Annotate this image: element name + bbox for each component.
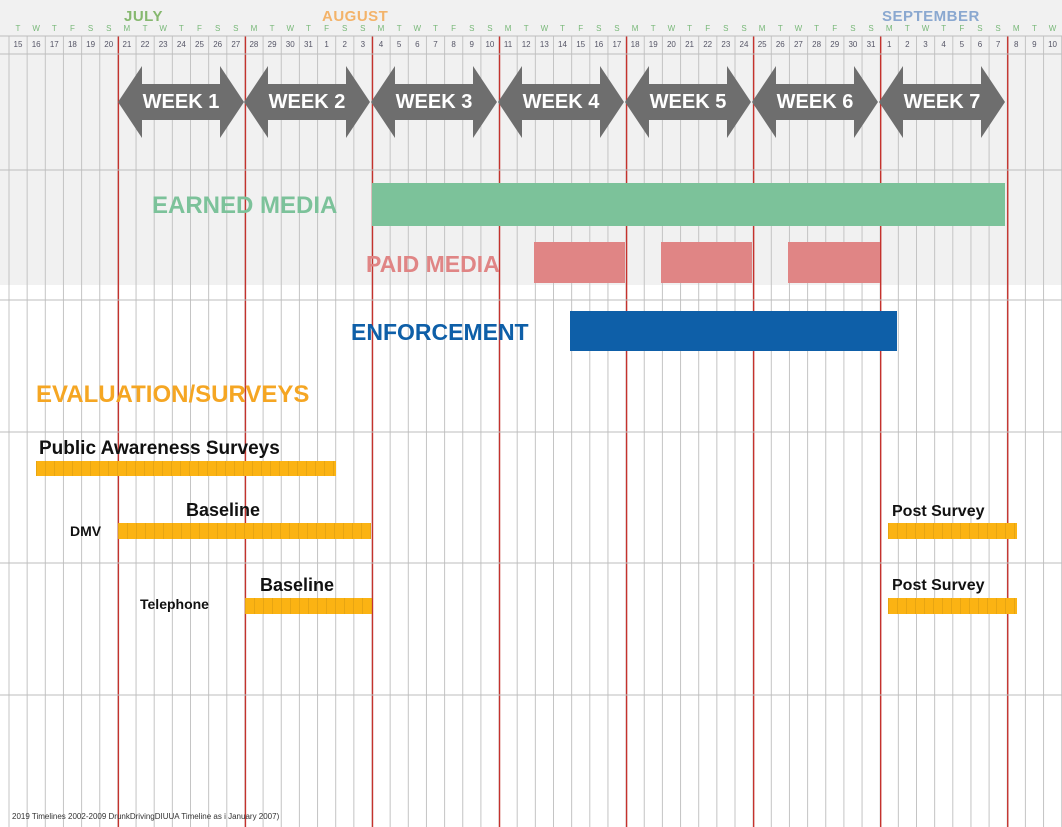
weekday-letter: S [596, 24, 602, 33]
day-number: 24 [176, 40, 186, 49]
day-number: 25 [195, 40, 204, 49]
day-number: 19 [86, 40, 96, 49]
week-label: WEEK 7 [903, 91, 981, 113]
dmv-label: DMV [70, 523, 102, 539]
month-september: SEPTEMBER [882, 8, 980, 25]
day-number: 24 [739, 40, 749, 49]
day-number: 26 [213, 40, 223, 49]
day-number: 22 [140, 40, 150, 49]
day-number: 12 [521, 40, 531, 49]
paid-media-bar-2 [661, 242, 752, 283]
day-number: 20 [104, 40, 114, 49]
dmv-post-bar [888, 523, 1017, 539]
telephone-baseline-label: Baseline [260, 575, 335, 595]
weekday-letter: T [941, 24, 947, 33]
weekday-letter: W [1048, 24, 1057, 33]
dmv-baseline-bar [118, 523, 371, 539]
week-label: WEEK 1 [142, 91, 220, 113]
day-number: 7 [995, 40, 1001, 49]
day-number: 15 [13, 40, 23, 49]
day-number: 25 [757, 40, 767, 49]
weekday-letter: S [995, 24, 1001, 33]
weekday-letter: F [959, 24, 965, 33]
day-number: 5 [396, 40, 402, 49]
evaluation-surveys-label: EVALUATION/SURVEYS [36, 381, 310, 408]
telephone-label: Telephone [140, 596, 209, 612]
weekday-letter: S [741, 24, 747, 33]
day-number: 11 [503, 40, 513, 49]
weekday-letter: F [705, 24, 711, 33]
telephone-post-bar [888, 598, 1017, 614]
day-number: 17 [612, 40, 622, 49]
day-number: 4 [941, 40, 946, 49]
day-number: 26 [775, 40, 785, 49]
weekday-letter: F [578, 24, 584, 33]
weekday-letter: W [794, 24, 803, 33]
weekday-letter: S [87, 24, 94, 33]
weekday-letter: T [560, 24, 565, 33]
telephone-baseline-bar [245, 598, 372, 614]
day-number: 30 [285, 40, 295, 49]
day-number: 6 [415, 40, 420, 49]
day-number: 1 [886, 40, 892, 49]
day-number: 16 [31, 40, 41, 49]
day-number: 18 [67, 40, 77, 49]
weekday-letter: W [540, 24, 549, 33]
weekday-letter: T [432, 24, 438, 33]
day-number: 28 [812, 40, 822, 49]
month-july: JULY [124, 8, 163, 25]
day-number: 29 [830, 40, 840, 49]
weekday-letter: F [69, 24, 75, 33]
day-number: 31 [303, 40, 313, 49]
weekday-letter: T [51, 24, 57, 33]
week-arrow-4 [498, 66, 624, 138]
day-number: 21 [685, 40, 694, 49]
day-number: 27 [793, 40, 803, 49]
footer-note: 2019 Timelines 2002-2009 DrunkDrivingDIUUA Timeline as i January 2007) [12, 812, 280, 821]
weekday-letter: S [106, 24, 112, 33]
day-number: 2 [905, 40, 910, 49]
day-number: 10 [1048, 40, 1057, 49]
weekday-letter: S [342, 24, 348, 33]
day-number: 28 [249, 40, 259, 49]
weekday-letter: M [885, 24, 893, 33]
paid-media-bar-1 [534, 242, 625, 283]
weekday-letter: W [667, 24, 676, 33]
weekday-letter: S [214, 24, 221, 33]
day-number: 2 [342, 40, 347, 49]
day-number: 3 [360, 40, 366, 49]
weekday-letter: M [123, 24, 131, 33]
weekday-letter: S [487, 24, 493, 33]
enforcement-label: ENFORCEMENT [351, 319, 529, 345]
dmv-baseline-label: Baseline [186, 500, 261, 520]
day-number: 10 [485, 40, 495, 49]
weekday-letter: T [777, 24, 783, 33]
day-number: 14 [558, 40, 567, 49]
weekday-letter: S [868, 24, 874, 33]
week-arrow-1 [118, 66, 244, 138]
weekday-letter: M [631, 24, 639, 33]
weekday-letter: W [159, 24, 167, 33]
day-number: 19 [648, 40, 658, 49]
day-number: 21 [122, 40, 132, 49]
weekday-letter: S [360, 24, 366, 33]
weekday-letter: S [977, 24, 983, 33]
week-label: WEEK 5 [649, 91, 727, 113]
weekday-letter: S [233, 24, 239, 33]
weekday-letter: M [504, 24, 512, 33]
week-arrow-2 [244, 66, 370, 138]
weekday-letter: T [142, 24, 148, 33]
day-number: 16 [594, 40, 604, 49]
week-label: WEEK 2 [268, 91, 346, 113]
day-number: 4 [378, 40, 384, 49]
weekday-letter: T [15, 24, 21, 33]
weekday-letter: M [1012, 24, 1020, 33]
day-number: 20 [666, 40, 676, 49]
day-number: 8 [451, 40, 456, 49]
weekday-letter: F [451, 24, 457, 33]
public-awareness-label: Public Awareness Surveys [39, 438, 280, 459]
weekday-letter: S [469, 24, 475, 33]
weekday-letter: S [850, 24, 856, 33]
day-number: 23 [158, 40, 168, 49]
day-number: 8 [1014, 40, 1019, 49]
weekday-letter: T [305, 24, 311, 33]
day-number: 22 [703, 40, 713, 49]
weekday-letter: T [814, 24, 820, 33]
day-number: 27 [231, 40, 241, 49]
weekday-letter: T [178, 24, 184, 33]
paid-media-bar-3 [788, 242, 880, 283]
week-label: WEEK 3 [395, 91, 473, 113]
week-arrow-3 [371, 66, 497, 138]
weekday-letter: T [396, 24, 402, 33]
earned-media-bar [372, 183, 1005, 226]
telephone-post-label: Post Survey [892, 577, 985, 594]
paid-media-label: PAID MEDIA [366, 251, 500, 277]
day-number: 6 [977, 40, 983, 49]
day-number: 31 [866, 40, 876, 49]
weekday-letter: M [250, 24, 258, 33]
day-number: 29 [267, 40, 277, 49]
weekday-letter: W [286, 24, 295, 33]
week-label: WEEK 4 [522, 91, 600, 113]
month-august: AUGUST [322, 8, 389, 25]
day-number: 15 [576, 40, 586, 49]
weekday-letter: F [832, 24, 838, 33]
day-number: 1 [324, 40, 329, 49]
weekday-letter: T [687, 24, 692, 33]
dmv-post-label: Post Survey [892, 503, 985, 520]
day-number: 5 [959, 40, 965, 49]
weekday-letter: T [650, 24, 656, 33]
weekday-letter: T [269, 24, 275, 33]
week-label: WEEK 6 [776, 91, 854, 113]
weekday-letter: S [723, 24, 729, 33]
weekday-letter: T [523, 24, 529, 33]
earned-media-label: EARNED MEDIA [152, 192, 338, 219]
weekday-letter: S [614, 24, 620, 33]
day-number: 9 [469, 40, 474, 49]
weekday-letter: W [413, 24, 422, 33]
week-arrow-7 [879, 66, 1005, 138]
day-number: 17 [49, 40, 59, 49]
enforcement-bar [570, 311, 897, 351]
weekday-letter: T [904, 24, 910, 33]
day-number: 9 [1032, 40, 1037, 49]
weekday-letter: W [32, 24, 40, 33]
week-arrow-5 [625, 66, 751, 138]
week-arrow-6 [752, 66, 878, 138]
day-number: 3 [923, 40, 928, 49]
day-number: 18 [630, 40, 640, 49]
weekday-letter: F [197, 24, 202, 33]
public-awareness-bar [36, 461, 336, 476]
day-number: 30 [848, 40, 858, 49]
day-number: 7 [433, 40, 438, 49]
day-number: 13 [539, 40, 549, 49]
weekday-letter: M [758, 24, 766, 33]
weekday-letter: W [921, 24, 930, 33]
weekday-letter: T [1031, 24, 1037, 33]
weekday-letter: M [377, 24, 385, 33]
weekday-letter: F [324, 24, 329, 33]
day-number: 23 [721, 40, 731, 49]
